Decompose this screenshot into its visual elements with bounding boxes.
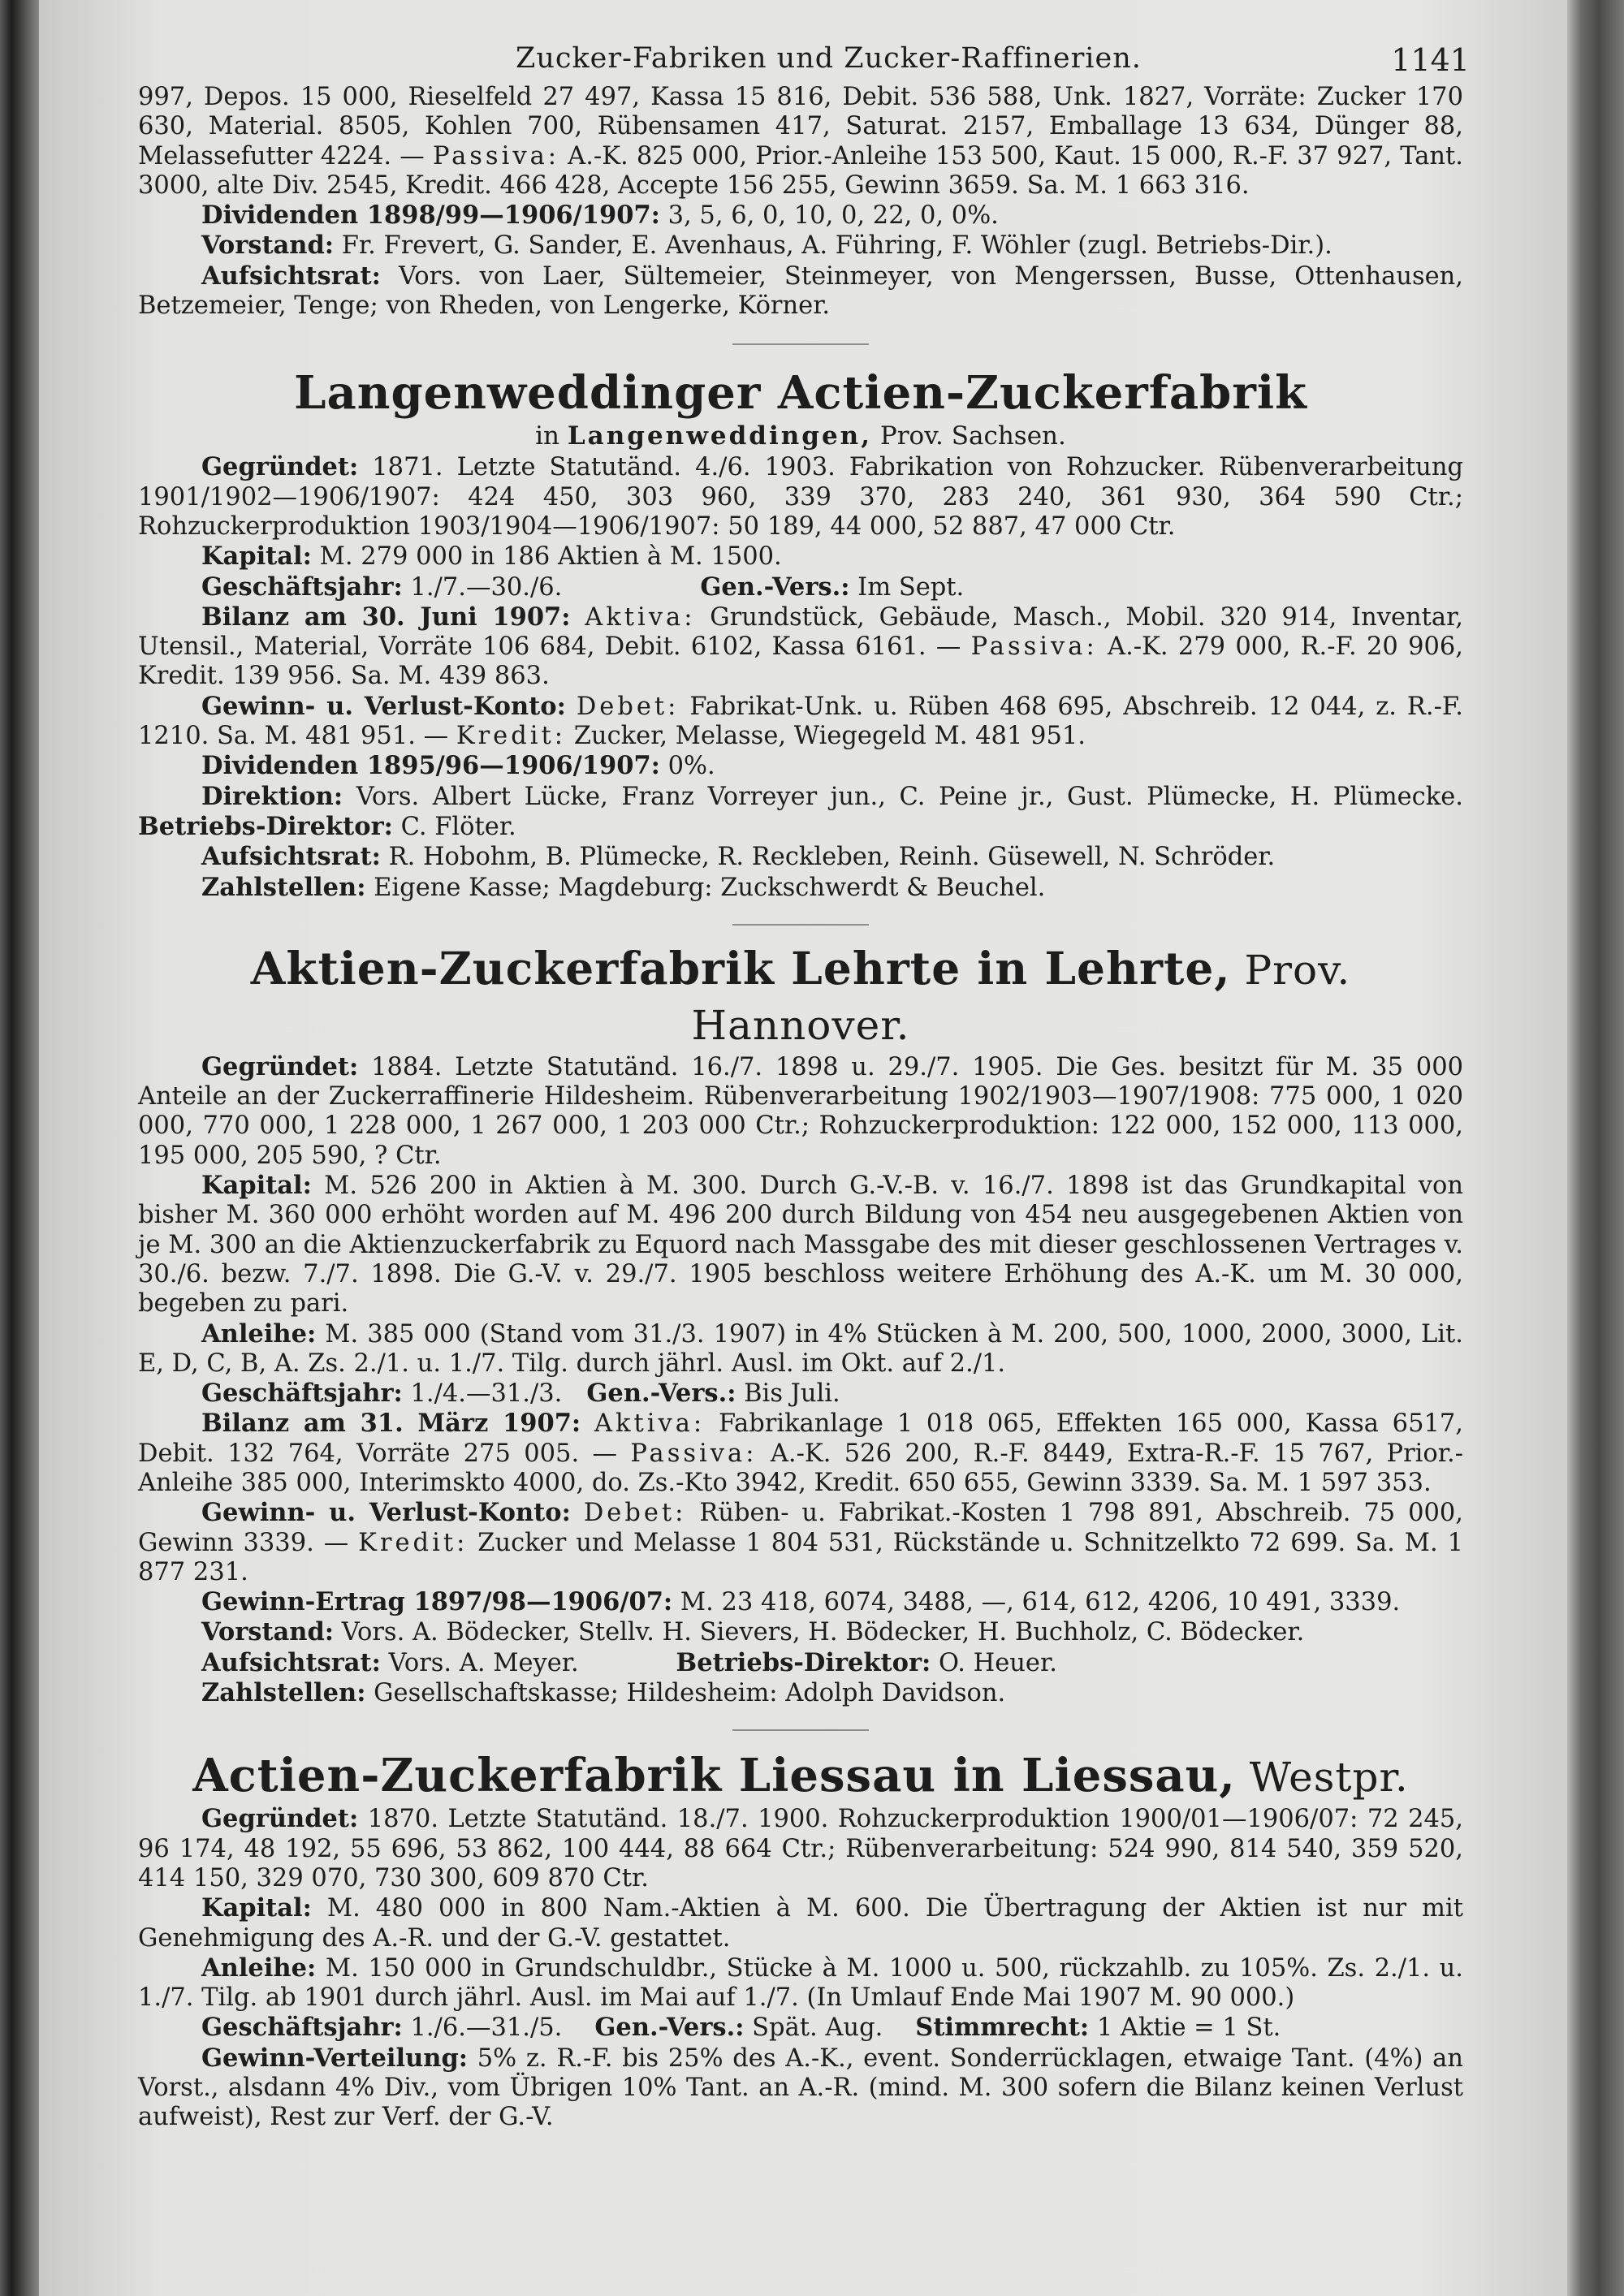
capital-line: Kapital: M. 279 000 in 186 Aktien à M. 1500. bbox=[201, 542, 782, 572]
balance-continuation: 997, Depos. 15 000, Rieselfeld 27 497, Kassa 15 816, Debit. 536 588, Unk. 1827, Vorräte: Zucker 170 630, Material. 8505, Kohlen 700, Rübensamen 417, Saturat. 2157, Emballage 13 634, Dünger 88, Melassefutter 4224. — Passiva: A.-K. 825 000, Prior.-Anleihe 153 500, Kaut. 15 000, R.-F. 37 927, Tant. 3000, alte Div. 2545, Kredit. 466 428, Accepte 156 255, Gewinn 3659. Sa. M. 1 663 316. bbox=[138, 83, 1463, 200]
entry-lehrte bbox=[138, 942, 1463, 1709]
supervisory-board-line: Aufsichtsrat: Vors. von Laer, Sültemeier, Steinmeyer, von Mengerssen, Busse, Ottenhausen, Betzemeier, Tenge; von Rheden, von Lengerke, Körner. bbox=[138, 261, 1463, 321]
page-sheet bbox=[39, 0, 1567, 2296]
supervisory-board-line: Aufsichtsrat: R. Hobohm, B. Plümecke, R. Reckleben, Reinh. Güsewell, N. Schröder. bbox=[201, 842, 1276, 872]
header-title: Zucker-Fabriken und Zucker-Raffinerien. bbox=[516, 42, 1142, 75]
profit-distribution-paragraph: Gewinn-Verteilung: 5% z. R.-F. bis 25% des A.-K., event. Sonderrücklagen, etwaige Tant. (4%) an Vorst., alsdann 4% Div., vom Übrigen 10% Tant. an A.-R. (mind. M. 300 sofern die Bilanz keinen Verlust aufweist), Rest zur Verf. der G.-V. bbox=[138, 2043, 1463, 2132]
company-location: in Langenweddingen, Prov. Sachsen. bbox=[535, 421, 1066, 451]
board-line: Vorstand: Fr. Frevert, G. Sander, E. Avenhaus, A. Führing, F. Wöhler (zugl. Betriebs-Dir.). bbox=[201, 231, 1332, 261]
fiscal-year-line: Geschäftsjahr: 1./7.—30./6. Gen.-Vers.: Im Sept. bbox=[201, 572, 965, 602]
paying-agents-line: Zahlstellen: Gesellschaftskasse; Hildesheim: Adolph Davidson. bbox=[201, 1678, 1006, 1708]
previous-entry-continuation bbox=[138, 83, 1463, 321]
paying-agents-line: Zahlstellen: Eigene Kasse; Magdeburg: Zuckschwerdt & Beuchel. bbox=[201, 872, 1046, 902]
profit-loss-paragraph: Gewinn- u. Verlust-Konto: Debet: Rüben- u. Fabrikat.-Kosten 1 798 891, Abschreib. 75 000, Gewinn 3339. — Kredit: Zucker und Melasse 1 804 531, Rückstände u. Schnitzelkto 72 699. Sa. M. 1 877 231. bbox=[138, 1498, 1464, 1586]
separator-rule bbox=[732, 924, 869, 926]
bond-paragraph: Anleihe: M. 150 000 in Grundschuldbr., Stücke à M. 1000 u. 500, rückzahlb. zu 105%. Zs. 2./1. u. 1./7. Tilg. ab 1901 durch jährl. Ausl. im Mai auf 1./7. (In Umlauf Ende Mai 1907 M. 90 000.) bbox=[138, 1953, 1463, 2013]
supervisory-board-line: Aufsichtsrat: Vors. A. Meyer. Betriebs-Direktor: O. Heuer. bbox=[201, 1647, 1057, 1677]
balance-paragraph: Bilanz am 30. Juni 1907: Aktiva: Grundstück, Gebäude, Masch., Mobil. 320 914, Inventar, Utensil., Material, Vorräte 106 684, Debit. 6102, Kassa 6161. — Passiva: A.-K. 279 000, R.-F. 20 906, Kredit. 139 956. Sa. M. 439 863. bbox=[138, 602, 1463, 691]
book-edge-right bbox=[1567, 0, 1624, 2296]
company-heading: Actien-Zuckerfabrik Liessau in Liessau, Westpr. bbox=[192, 1749, 1409, 1803]
entry-liessau bbox=[138, 1749, 1463, 2132]
profit-history-line: Gewinn-Ertrag 1897/98—1906/07: M. 23 418, 6074, 3488, —, 614, 612, 4206, 10 491, 3339. bbox=[201, 1587, 1401, 1617]
separator-rule bbox=[732, 1729, 869, 1731]
running-header bbox=[138, 42, 1470, 83]
founded-paragraph: Gegründet: 1871. Letzte Statutänd. 4./6. 1903. Fabrikation von Rohzucker. Rübenverarbeitung 1901/1902—1906/1907: 424 450, 303 960, 339 370, 283 240, 361 930, 364 590 Ctr.; Rohzuckerproduktion 1903/1904—1906/1907: 50 189, 44 000, 52 887, 47 000 Ctr. bbox=[138, 452, 1463, 541]
founded-paragraph: Gegründet: 1884. Letzte Statutänd. 16./7. 1898 u. 29./7. 1905. Die Ges. besitzt für M. 35 000 Anteile an der Zuckerraffinerie Hildesheim. Rübenverarbeitung 1902/1903—1907/1908: 775 000, 1 020 000, 770 000, 1 228 000, 1 267 000, 1 203 000 Ctr.; Rohzuckerproduktion: 122 000, 152 000, 113 000, 195 000, 205 590, ? Ctr. bbox=[138, 1051, 1463, 1170]
entry-langenweddinger bbox=[138, 366, 1463, 902]
founded-paragraph: Gegründet: 1870. Letzte Statutänd. 18./7. 1900. Rohzuckerproduktion 1900/01—1906/07: 72 245, 96 174, 48 192, 55 696, 53 862, 100 444, 88 664 Ctr.; Rübenverarbeitung: 524 990, 814 540, 359 520, 414 150, 329 070, 730 300, 609 870 Ctr. bbox=[138, 1804, 1463, 1892]
book-spine-left bbox=[0, 0, 39, 2296]
text-column bbox=[138, 42, 1470, 2133]
capital-paragraph: Kapital: M. 526 200 in Aktien à M. 300. Durch G.-V.-B. v. 16./7. 1898 ist das Grundkapital von bisher M. 360 000 erhöht worden auf M. 496 200 durch Bildung von 454 neu ausgegebenen Aktien von je M. 300 an die Aktienzuckerfabrik zu Equord nach Massgabe des mit dieser geschlossenen Vertrages v. 30./6. bezw. 7./7. 1898. Die G.-V. v. 29./7. 1905 beschloss weitere Erhöhung des A.-K. um M. 30 000, begeben zu pari. bbox=[138, 1171, 1463, 1318]
balance-paragraph: Bilanz am 31. März 1907: Aktiva: Fabrikanlage 1 018 065, Effekten 165 000, Kassa 6517, Debit. 132 764, Vorräte 275 005. — Passiva: A.-K. 526 200, R.-F. 8449, Extra-R.-F. 15 767, Prior.-Anleihe 385 000, Interimskto 4000, do. Zs.-Kto 3942, Kredit. 650 655, Gewinn 3339. Sa. M. 1 597 353. bbox=[138, 1409, 1463, 1497]
fiscal-year-line: Geschäftsjahr: 1./6.—31./5. Gen.-Vers.: Spät. Aug. Stimmrecht: 1 Aktie = 1 St. bbox=[201, 2013, 1281, 2043]
direction-paragraph: Direktion: Vors. Albert Lücke, Franz Vorreyer jun., C. Peine jr., Gust. Plümecke, H. Plümecke. Betriebs-Direktor: C. Flöter. bbox=[138, 781, 1463, 841]
company-heading: Aktien-Zuckerfabrik Lehrte in Lehrte, Prov. Hannover. bbox=[250, 941, 1351, 1049]
dividends-line: Dividenden 1898/99—1906/1907: 3, 5, 6, 0, 10, 0, 22, 0, 0%. bbox=[201, 201, 999, 231]
profit-loss-paragraph: Gewinn- u. Verlust-Konto: Debet: Fabrikat-Unk. u. Rüben 468 695, Abschreib. 12 044, z. R.-F. 1210. Sa. M. 481 951. — Kredit: Zucker, Melasse, Wiegegeld M. 481 951. bbox=[138, 691, 1463, 751]
dividends-line: Dividenden 1895/96—1906/1907: 0%. bbox=[201, 751, 715, 781]
bond-paragraph: Anleihe: M. 385 000 (Stand vom 31./3. 1907) in 4% Stücken à M. 200, 500, 1000, 2000, 3000, Lit. E, D, C, B, A. Zs. 2./1. u. 1./7. Tilg. durch jährl. Ausl. im Okt. auf 2./1. bbox=[138, 1318, 1463, 1378]
company-heading: Langenweddinger Actien-Zuckerfabrik bbox=[294, 366, 1307, 421]
capital-paragraph: Kapital: M. 480 000 in 800 Nam.-Aktien à M. 600. Die Übertragung der Aktien ist nur mit Genehmigung des A.-R. und der G.-V. gestattet. bbox=[138, 1893, 1463, 1953]
fiscal-year-line: Geschäftsjahr: 1./4.—31./3. Gen.-Vers.: Bis Juli. bbox=[201, 1379, 840, 1409]
page-number: 1141 bbox=[1391, 42, 1470, 78]
separator-rule bbox=[732, 343, 869, 345]
board-line: Vorstand: Vors. A. Bödecker, Stellv. H. Sievers, H. Bödecker, H. Buchholz, C. Bödecker. bbox=[201, 1617, 1305, 1647]
